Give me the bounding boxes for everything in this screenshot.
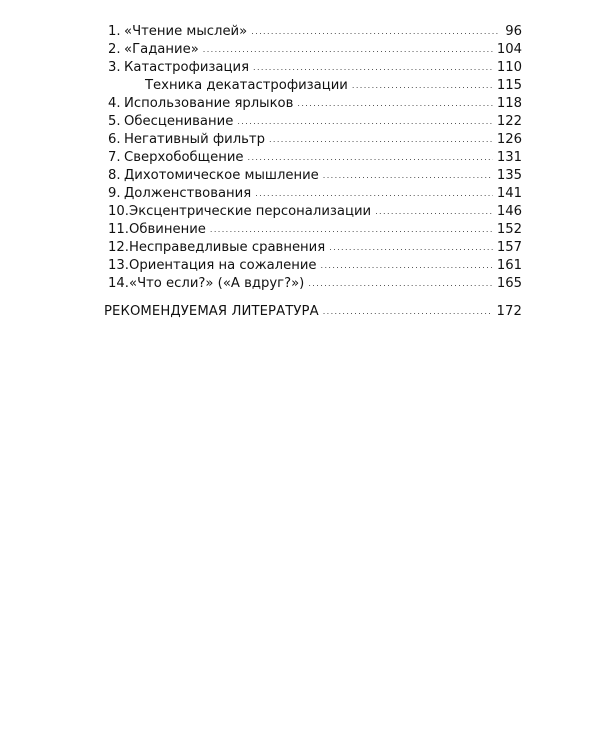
entry-title: Катастрофизация [124, 60, 249, 75]
entry-title: Ориентация на сожаление [129, 258, 317, 273]
toc-entry-8 [108, 167, 522, 185]
dot-leader [321, 257, 493, 275]
dot-leader [329, 239, 493, 257]
toc-entry-7 [108, 149, 522, 167]
toc-entry-literature [104, 303, 522, 321]
entry-page: 122 [496, 114, 522, 129]
entry-number: 2. [108, 42, 121, 57]
toc-subentry [108, 77, 522, 95]
dot-leader [352, 77, 493, 95]
dot-leader [255, 185, 493, 203]
entry-page: 115 [496, 78, 522, 93]
entry-number: 12. [108, 240, 129, 255]
entry-number: 10. [108, 204, 129, 219]
entry-page: 135 [496, 168, 522, 183]
entry-page: 96 [505, 24, 522, 39]
dot-leader [375, 203, 493, 221]
entry-page: 110 [496, 60, 522, 75]
entry-title: Использование ярлыков [124, 96, 294, 111]
dot-leader [308, 275, 493, 293]
entry-title: Эксцентрические персонализации [129, 204, 372, 219]
entry-number: 1. [108, 24, 121, 39]
entry-title: Несправедливые сравнения [129, 240, 326, 255]
dot-leader [251, 23, 500, 41]
entry-title: РЕКОМЕНДУЕМАЯ ЛИТЕРАТУРА [104, 304, 319, 319]
toc-literature [104, 303, 522, 321]
entry-title: Обвинение [129, 222, 206, 237]
dot-leader [253, 59, 493, 77]
dot-leader [297, 95, 492, 113]
entry-page: 104 [496, 42, 522, 57]
entry-page: 131 [496, 150, 522, 165]
entry-number: 5. [108, 114, 121, 129]
entry-number: 4. [108, 96, 121, 111]
dot-leader [323, 167, 493, 185]
entry-page: 172 [496, 304, 522, 319]
toc-entry-3 [108, 59, 522, 77]
entry-page: 118 [496, 96, 522, 111]
toc-entry-4 [108, 95, 522, 113]
dot-leader [203, 41, 493, 59]
entry-page: 161 [496, 258, 522, 273]
dot-leader [269, 131, 493, 149]
entry-title: «Что если?» («А вдруг?») [129, 276, 305, 291]
dot-leader [323, 303, 493, 321]
entry-page: 165 [496, 276, 522, 291]
entry-number: 8. [108, 168, 121, 183]
entry-title: Дихотомическое мышление [124, 168, 319, 183]
toc-entry-6 [108, 131, 522, 149]
entry-title: «Гадание» [124, 42, 199, 57]
toc-entry-10 [108, 203, 522, 221]
entry-title: Обесценивание [124, 114, 234, 129]
toc-entry-14 [108, 275, 522, 293]
entry-title: Негативный фильтр [124, 132, 265, 147]
entry-number: 7. [108, 150, 121, 165]
toc-entry-2 [108, 41, 522, 59]
dot-leader [237, 113, 493, 131]
entry-number: 9. [108, 186, 121, 201]
table-of-contents [108, 23, 522, 293]
dot-leader [248, 149, 493, 167]
toc-entry-12 [108, 239, 522, 257]
entry-title: «Чтение мыслей» [124, 24, 248, 39]
entry-title: Долженствования [124, 186, 252, 201]
dot-leader [210, 221, 493, 239]
entry-title: Техника декатастрофизации [145, 78, 348, 93]
toc-entry-9 [108, 185, 522, 203]
entry-page: 152 [496, 222, 522, 237]
entry-page: 146 [496, 204, 522, 219]
entry-title: Сверхобобщение [124, 150, 244, 165]
toc-entry-11 [108, 221, 522, 239]
toc-entry-5 [108, 113, 522, 131]
entry-page: 141 [496, 186, 522, 201]
entry-number: 6. [108, 132, 121, 147]
toc-entry-1 [108, 23, 522, 41]
entry-number: 14. [108, 276, 129, 291]
entry-page: 126 [496, 132, 522, 147]
toc-entry-13 [108, 257, 522, 275]
entry-number: 13. [108, 258, 129, 273]
entry-number: 11. [108, 222, 129, 237]
entry-number: 3. [108, 60, 121, 75]
entry-page: 157 [496, 240, 522, 255]
